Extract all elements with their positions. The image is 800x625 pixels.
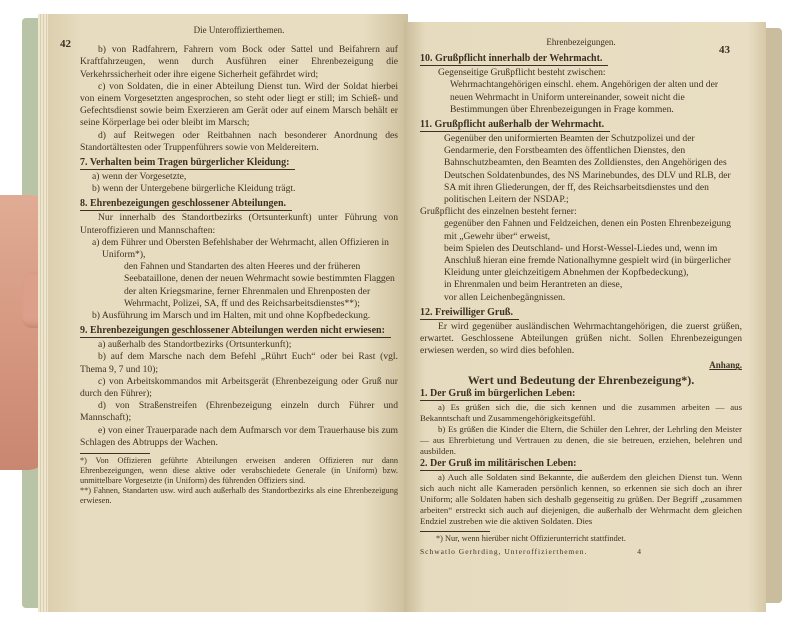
section-heading: 2. Der Gruß im militärischen Leben: <box>420 458 582 471</box>
list-item: vor allen Leichenbegängnissen. <box>444 291 566 303</box>
footnote: *) Von Offizieren geführte Abteilungen erweisen anderen Offizieren nur dann Ehrenbezeigungen, wenn diese aktive oder verabschiedete Generale (in Uniform) bzw. unmittelbare Vorgesetzte (in Uniform) des führenden Offiziers sind. <box>80 456 398 486</box>
paragraph: c) von Soldaten, die in einer Abteilung Dienst tun. Wird der Soldat hierbei von einem Vorgesetzten angesprochen, so steht oder liegt er still; im Schieß- und Gefechtsdienst sowie beim Exerzieren am Gerät oder auf einem Marsch behält er seine Körperlage bei oder bleibt im Marsch; <box>80 80 398 129</box>
list-item: a) dem Führer und Obersten Befehlshaber der Wehrmacht, allen Offizieren in Uniform*), <box>92 236 389 261</box>
list-item: b) auf dem Marsche nach dem Befehl „Rührt Euch“ oder bei Rast (vgl. Thema 9, 7 und 10); <box>80 351 398 375</box>
paragraph: Nur innerhalb des Standortbezirks (Ortsunterkunft) unter Führung von Unteroffizieren und Mannschaften: <box>80 212 398 236</box>
list-item: a) wenn der Vorgesetzte, <box>92 171 187 183</box>
list-item: a) außerhalb des Standortbezirks (Ortsunterkunft); <box>98 339 292 351</box>
paragraph: a) Auch alle Soldaten sind Bekannte, die außerdem den gleichen Dienst tun. Wenn sich auch nicht alle Kameraden persönlich kennen, so erkennen sie sich doch an ihrer Uniform; alle Soldaten haben sich deshalb gegenseitig zu grüßen. Der Begriff „zusammen arbeiten“ erstreckt sich auch auf diejenigen, die außerhalb der Wehrmacht dem gleichen Endziel zustreben wie die aktiven Soldaten. Dies <box>420 471 742 526</box>
section-heading: 8. Ehrenbezeigungen geschlossener Abteilungen. <box>80 198 292 211</box>
paragraph: b) von Radfahrern, Fahrern vom Bock oder Sattel und Beifahrern auf Kraftfahrzeugen, wenn durch Ausführen einer Ehrenbezeigung die Verkehrssicherheit oder ihre eigene Sicherheit gefährdet wird; <box>80 44 398 80</box>
list-item: gegenüber den Fahnen und Feldzeichen, denen ein Posten Ehrenbezeigung mit „Gewehr über“ erweist, <box>444 218 731 242</box>
page-number: 42 <box>60 38 71 50</box>
list-item: in Ehrenmalen und beim Herantreten an diese, <box>444 279 623 291</box>
running-head: Ehrenbezeigungen. <box>546 37 616 47</box>
left-page <box>38 14 408 612</box>
paragraph: Wehrmachtangehörigen einschl. ehem. Angehörigen der alten und der neuen Wehrmacht in Uniform untereinander, soweit nicht die Bestimmungen über Ehrenbezeigungen in Frage kommen. <box>450 79 719 115</box>
section-heading: 10. Grußpflicht innerhalb der Wehrmacht. <box>420 53 608 66</box>
section-heading: 12. Freiwilliger Gruß. <box>420 307 519 320</box>
list-item: den Fahnen und Standarten des alten Heeres und der früheren Seebataillone, denen der neuen Wehrmacht sowie bestimmten Flaggen der alten Kriegsmarine, ferner Ehrenmalen und Ehrenposten der Wehrmacht, Polizei, SA, ff und des Reichsarbeitsdienstes**); <box>124 261 395 309</box>
footnote: *) Nur, wenn hierüber nicht Offizierunterricht stattfindet. <box>436 533 626 543</box>
section-heading: 9. Ehrenbezeigungen geschlossener Abteilungen werden nicht erwiesen: <box>80 325 391 338</box>
list-item: beim Spielen des Deutschland- und Horst-Wessel-Liedes und, wenn im Anschluß hieran eine fremde Nationalhymne gespielt wird (in bürgerlicher Kleidung unter gleichzeitigem Abnehmen der Kopfbedeckung), <box>444 242 732 279</box>
running-head: Die Unteroffizierthemen. <box>193 25 285 35</box>
paragraph: Gegenüber den uniformierten Beamten der Schutzpolizei und der Gendarmerie, den Forstbeamten des öffentlichen Dienstes, den Bahnschutzbeamten, den Beamten des Zolldienstes, den Angehörigen des Deutschen Soldatenbundes, des NS Marinebundes, des DLV und RLB, der SA mit ihren Gliederungen, der ff, des Reichsarbeitsdienstes und den politischen Leitern der NSDAP.; <box>444 133 731 206</box>
paragraph: d) auf Reitwegen oder Reitbahnen nach besonderer Anordnung des Standortältesten oder Truppenführers sowie von Meldereitern. <box>80 129 398 153</box>
section-heading: 11. Grußpflicht außerhalb der Wehrmacht. <box>420 119 610 132</box>
footnote-rule <box>420 531 490 532</box>
right-page <box>404 22 766 612</box>
list-item: d) von Straßenstreifen (Ehrenbezeigung einzeln durch Führer und Mannschaft); <box>80 400 398 424</box>
signature-mark: 4 <box>637 546 642 556</box>
appendix-title: Wert und Bedeutung der Ehrenbezeigung*). <box>467 372 695 387</box>
appendix-label: Anhang. <box>709 360 742 371</box>
list-item: b) Ausführung im Marsch und im Halten, mit und ohne Kopfbedeckung. <box>92 310 371 322</box>
signature-line: Schwatlo Gerhrding, Unteroffizierthemen. <box>420 546 588 556</box>
paragraph: Grußpflicht des einzelnen besteht ferner: <box>420 206 577 218</box>
paragraph: a) Es grüßen sich die, die sich kennen und die zusammen arbeiten — aus Bekanntschaft und Zusammengehörigkeitsgefühl. <box>420 401 742 423</box>
list-item: b) wenn der Untergebene bürgerliche Kleidung trägt. <box>92 183 296 195</box>
section-heading: 1. Der Gruß im bürgerlichen Leben: <box>420 388 581 401</box>
footnote-rule <box>80 453 150 454</box>
paragraph: Gegenseitige Grußpflicht besteht zwischen: <box>438 67 606 79</box>
page-edges <box>38 14 48 612</box>
paragraph: b) Es grüßen die Kinder die Eltern, die Schüler den Lehrer, der Lehrling den Meister — aus Ehrerbietung und Vertrauen zu denen, die sie betreuen, erziehen, belehren und ausbilden. <box>420 423 742 456</box>
paragraph: Er wird gegenüber ausländischen Wehrmachtangehörigen, die zuerst grüßen, erwartet. Geschlossene Abteilungen grüßen nicht. Sollen Ehrenbezeigungen erwiesen werden, so wird dies befohlen. <box>420 320 742 357</box>
page-number: 43 <box>719 44 730 56</box>
section-heading: 7. Verhalten beim Tragen bürgerlicher Kleidung: <box>80 157 295 170</box>
list-item: e) von einer Trauerparade nach dem Aufmarsch vor dem Trauerhause bis zum Schlagen des Abtrupps der Wachen. <box>80 424 398 448</box>
footnote: **) Fahnen, Standarten usw. wird auch außerhalb des Standortbezirks als eine Ehrenbezeigung erwiesen. <box>80 486 398 506</box>
list-item: c) von Arbeitskommandos mit Arbeitsgerät (Ehrenbezeigung oder Gruß nur durch den Führer); <box>80 375 398 400</box>
